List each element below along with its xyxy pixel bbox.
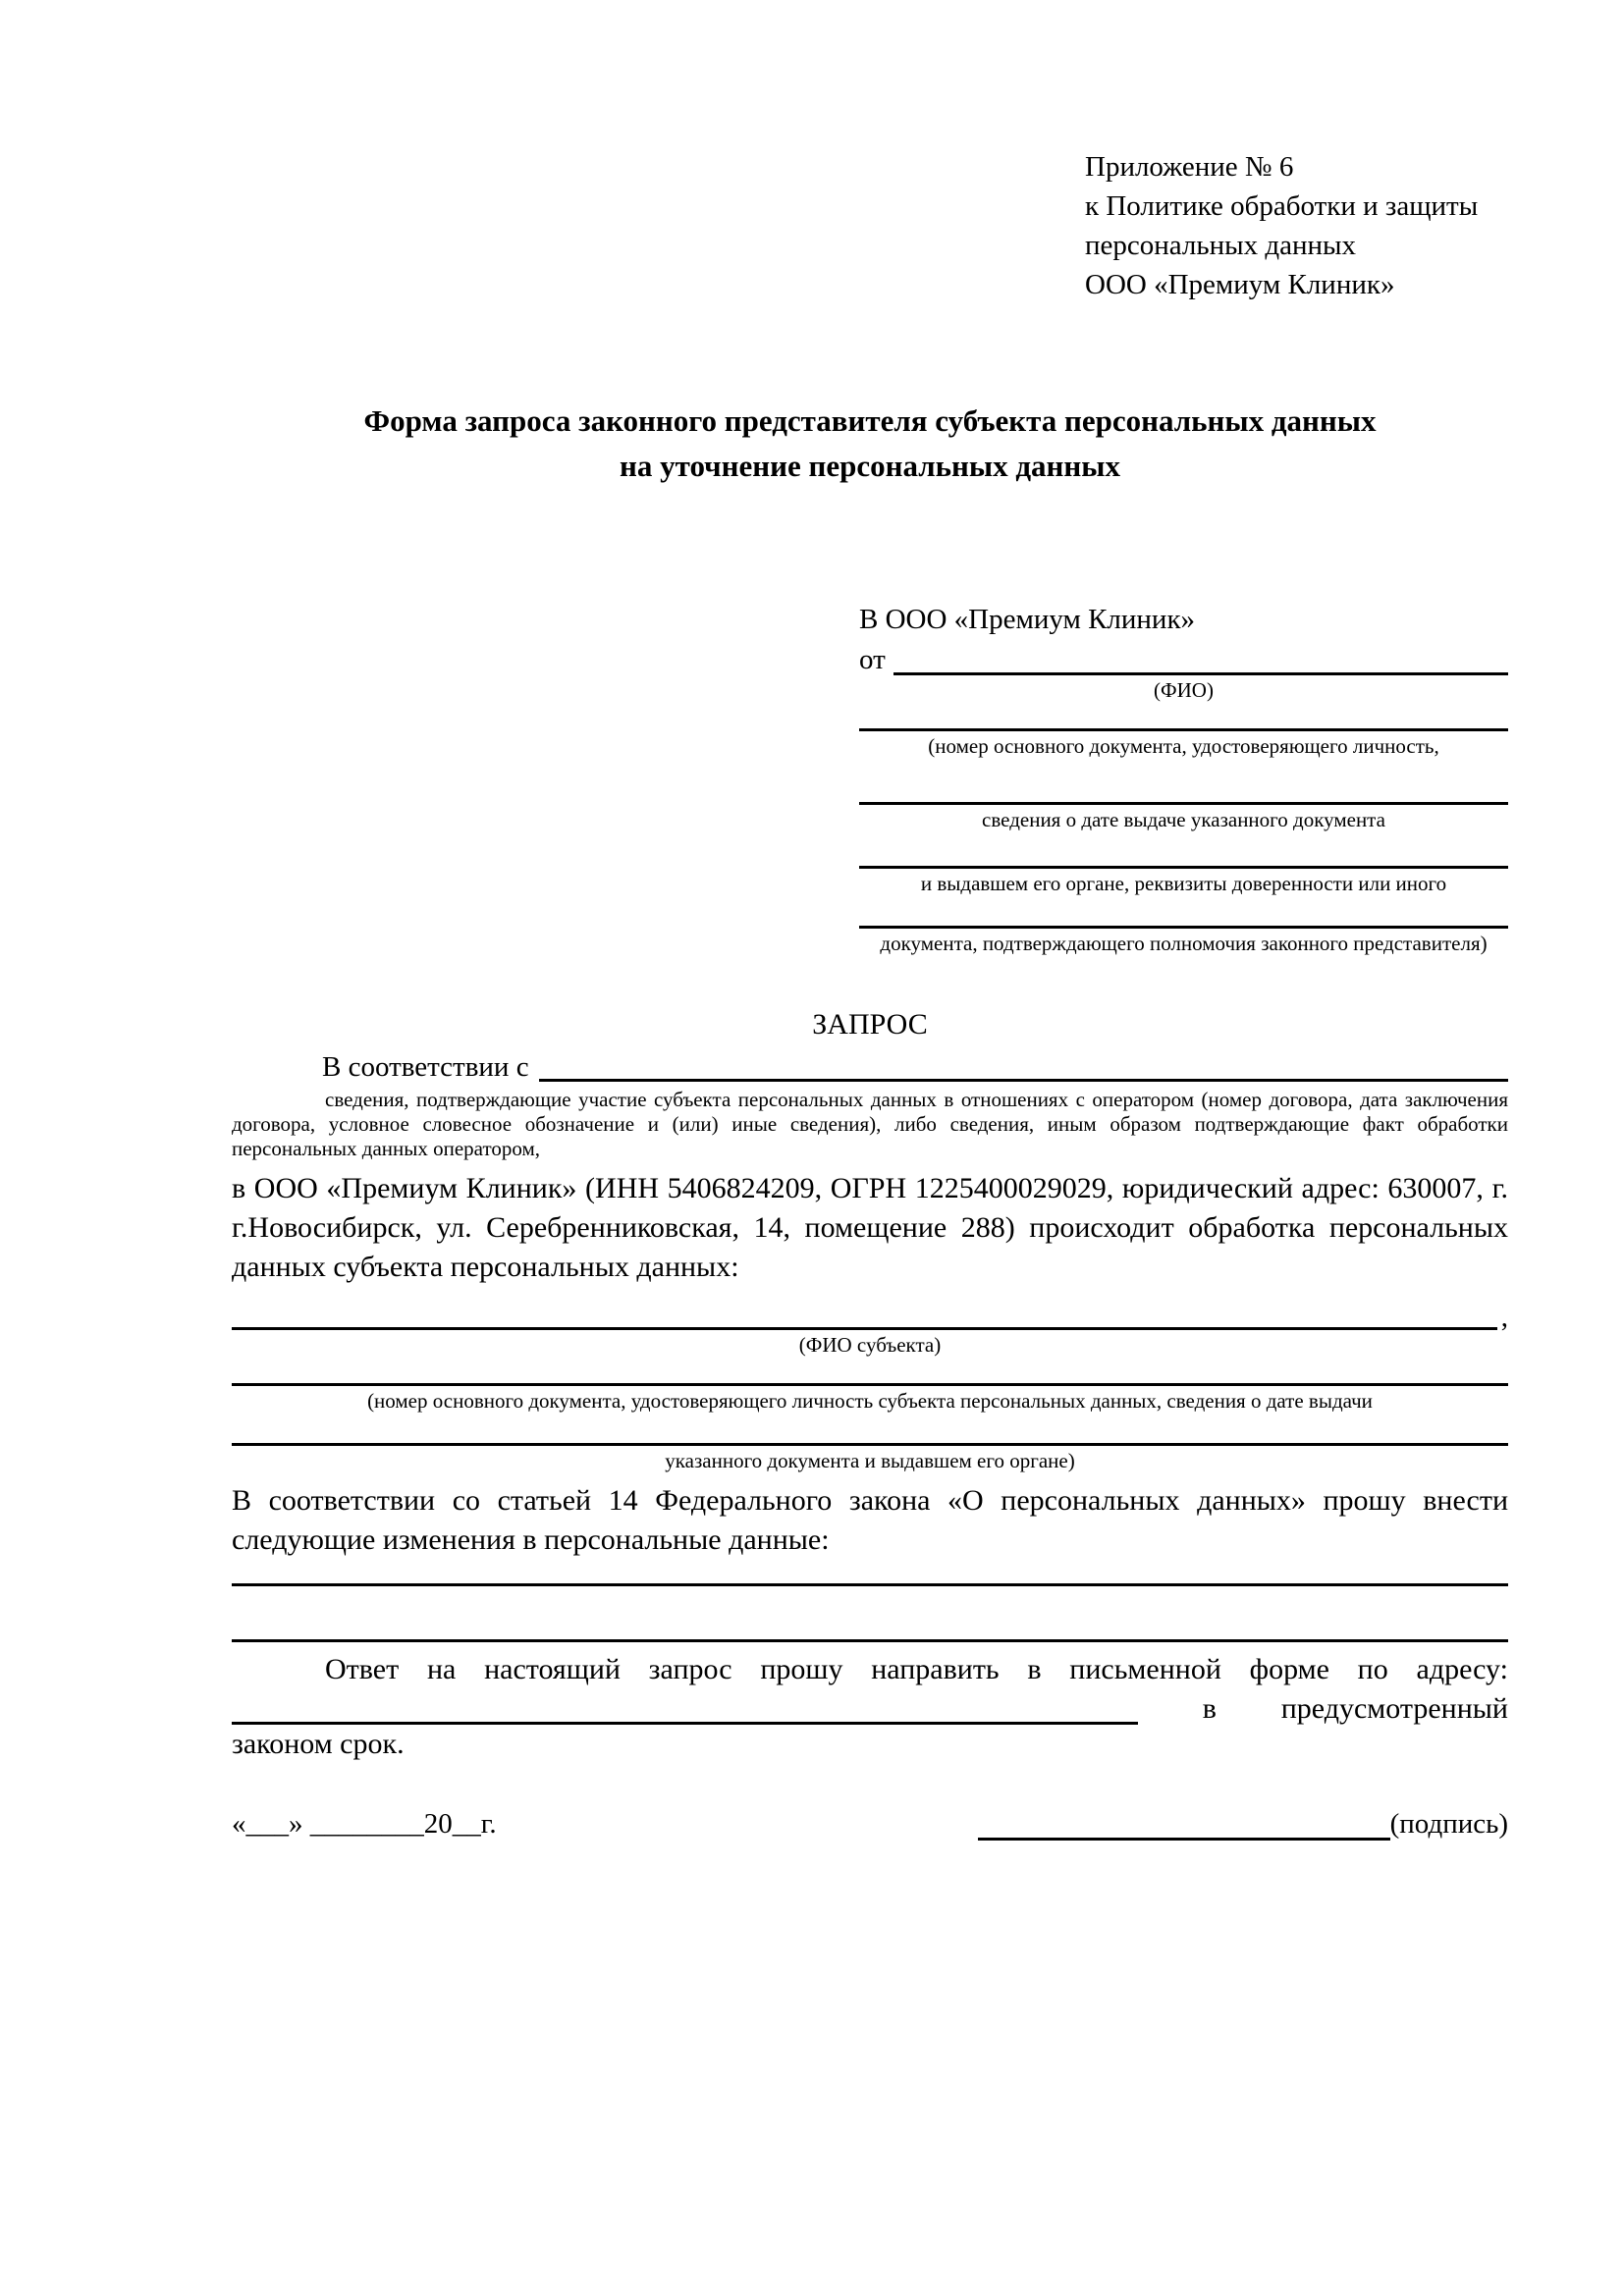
- subject-document-fill-line: [232, 1360, 1508, 1386]
- accordance-row: [232, 1052, 1508, 1082]
- footer-row: [232, 1807, 1508, 1841]
- changes-fill-line-2: [232, 1639, 1508, 1642]
- date-fill-line: «___» ________20__г.: [232, 1808, 497, 1840]
- signature-fill-line: [978, 1808, 1390, 1841]
- issuing-authority-caption: и выдавшем его органе, реквизиты доверенности или иного: [920, 872, 1447, 895]
- request-heading: ЗАПРОС: [812, 1008, 928, 1041]
- article-14-paragraph: В соответствии со статьей 14 Федерального закона «О персональных данных» прошу внести следующие изменения в персональные данные:: [232, 1484, 1508, 1556]
- document-title-line: на уточнение персональных данных: [620, 449, 1120, 483]
- accordance-fill-line: [539, 1079, 1508, 1082]
- appendix-header-line: Приложение № 6: [1085, 151, 1294, 183]
- answer-closing: законом срок.: [232, 1728, 405, 1760]
- answer-request-sentence: Ответ на настоящий запрос прошу направить в письменной форме по адресу:: [325, 1653, 1508, 1685]
- signature-group: [978, 1807, 1508, 1841]
- authority-document-caption: документа, подтверждающего полномочия законного представителя): [880, 932, 1488, 955]
- issue-date-fill-line: [859, 761, 1508, 805]
- accordance-label: В соответствии с: [322, 1051, 529, 1083]
- operator-paragraph: в ООО «Премиум Клиник» (ИНН 5406824209, ОГРН 1225400029029, юридический адрес: 630007, г. г.Новосибирск, ул. Серебренниковская, 14, помещение 288) происходит обработка персональных данных субъекта персональных данных:: [232, 1172, 1508, 1283]
- addressee-block: [859, 599, 1508, 958]
- subject-fio-row: [232, 1302, 1508, 1333]
- appendix-header-line: персональных данных: [1085, 230, 1357, 261]
- changes-fill-line-1: [232, 1583, 1508, 1586]
- addressee-organization: В ООО «Премиум Клиник»: [859, 604, 1196, 635]
- subject-document-caption-1: (номер основного документа, удостоверяющего личность субъекта персональных данных, сведения о дате выдачи: [367, 1389, 1373, 1413]
- from-label: от: [859, 644, 886, 675]
- subject-fio-comma: ,: [1500, 1302, 1508, 1333]
- fine-print-note: сведения, подтверждающие участие субъекта персональных данных в отношениях с оператором (номер договора, дата заключения договора, условное словесное обозначение и (или) иные сведения), либо сведения, иным образом подтверждающие факт обработки персональных данных оператором,: [232, 1088, 1508, 1160]
- fio-caption: (ФИО): [1154, 678, 1214, 702]
- answer-word-predusmotrenny: предусмотренный: [1280, 1692, 1508, 1725]
- issuing-authority-fill-line: [859, 834, 1508, 869]
- addressee-from-row: [859, 640, 1508, 675]
- signature-caption: (подпись): [1389, 1808, 1508, 1840]
- answer-address-row: [232, 1689, 1508, 1725]
- subject-document-fill-line-2: [232, 1415, 1508, 1446]
- appendix-header-line: к Политике обработки и защиты: [1085, 190, 1479, 222]
- answer-word-v: в: [1202, 1692, 1217, 1725]
- document-number-caption: (номер основного документа, удостоверяющего личность,: [928, 734, 1439, 758]
- appendix-header: [1085, 147, 1508, 304]
- subject-document-caption-2: указанного документа и выдавшем его органе): [665, 1449, 1075, 1472]
- document-title-line: Форма запроса законного представителя субъекта персональных данных: [363, 403, 1377, 438]
- document-number-fill-line: [859, 705, 1508, 731]
- issue-date-caption: сведения о дате выдаче указанного документа: [982, 808, 1385, 831]
- document-title: [232, 399, 1508, 489]
- authority-document-fill-line: [859, 898, 1508, 929]
- subject-fio-caption: (ФИО субъекта): [798, 1333, 942, 1357]
- appendix-header-line: ООО «Премиум Клиник»: [1085, 269, 1395, 300]
- document-content: [0, 147, 1624, 1841]
